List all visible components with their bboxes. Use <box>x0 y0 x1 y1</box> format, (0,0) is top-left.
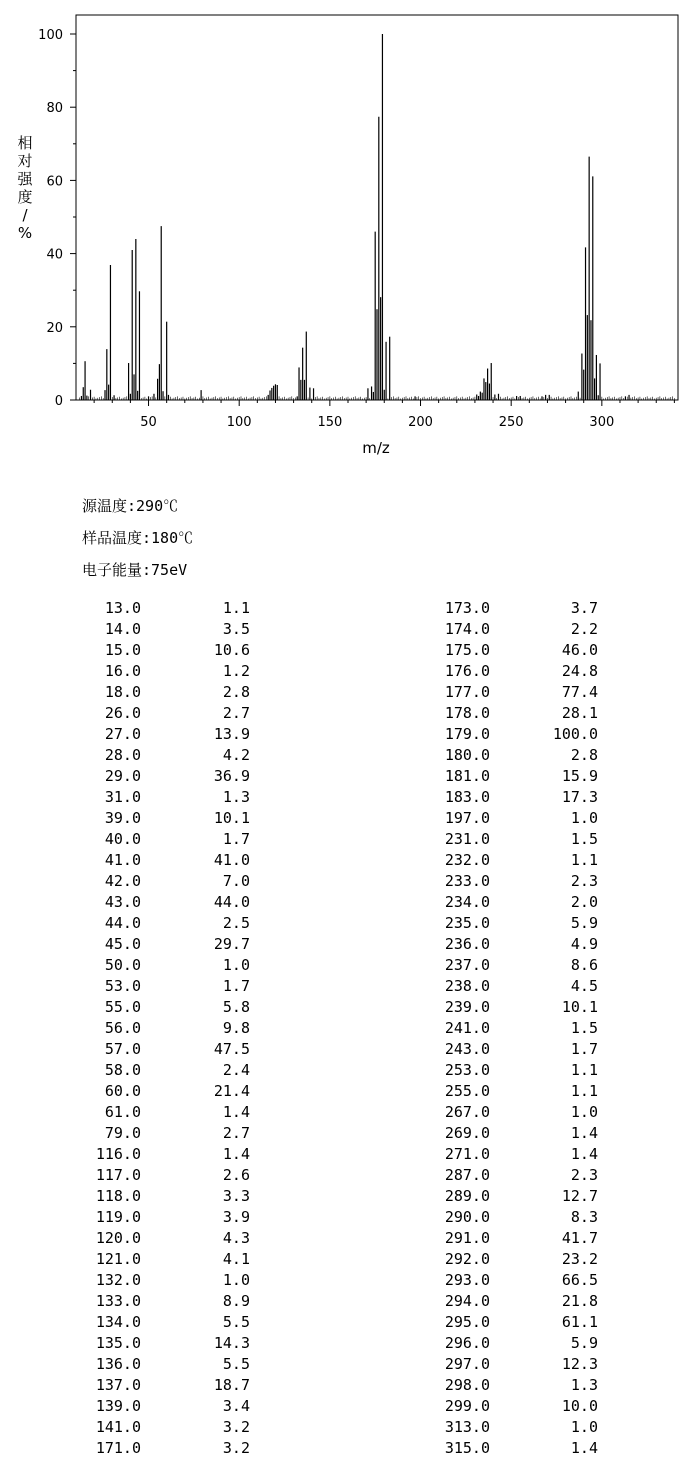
mz-value: 61.0 <box>104 1103 141 1121</box>
table-row <box>0 871 260 892</box>
table-row <box>348 1123 608 1144</box>
peak-table-right <box>348 598 608 1459</box>
mz-value: 117.0 <box>95 1166 141 1184</box>
abundance-value: 3.2 <box>222 1439 250 1457</box>
table-row <box>348 661 608 682</box>
electron-energy: 电子能量:75eV <box>82 561 188 579</box>
mz-value: 313.0 <box>444 1418 490 1436</box>
mz-value: 296.0 <box>444 1334 490 1352</box>
abundance-value: 2.0 <box>570 893 598 911</box>
x-tick-label: 300 <box>589 415 615 430</box>
abundance-value: 5.9 <box>570 914 598 932</box>
table-row <box>0 766 260 787</box>
mz-value: 232.0 <box>444 851 490 869</box>
abundance-value: 21.4 <box>213 1082 250 1100</box>
mz-value: 271.0 <box>444 1145 490 1163</box>
mz-value: 119.0 <box>95 1208 141 1226</box>
abundance-value: 9.8 <box>222 1019 250 1037</box>
table-row <box>348 1396 608 1417</box>
mz-value: 181.0 <box>444 767 490 785</box>
mz-value: 134.0 <box>95 1313 141 1331</box>
y-axis <box>38 28 76 409</box>
table-row <box>0 829 260 850</box>
mz-value: 55.0 <box>104 998 141 1016</box>
mz-value: 233.0 <box>444 872 490 890</box>
source-temperature: 源温度:290℃ <box>82 497 179 515</box>
mz-value: 135.0 <box>95 1334 141 1352</box>
abundance-value: 1.7 <box>222 830 250 848</box>
mz-value: 235.0 <box>444 914 490 932</box>
mass-spectrum-chart <box>0 0 687 470</box>
abundance-value: 3.4 <box>222 1397 250 1415</box>
abundance-value: 21.8 <box>561 1292 598 1310</box>
mz-value: 180.0 <box>444 746 490 764</box>
table-row <box>0 682 260 703</box>
abundance-value: 5.5 <box>222 1313 250 1331</box>
abundance-value: 77.4 <box>561 683 598 701</box>
x-tick-label: 100 <box>226 415 252 430</box>
mz-value: 28.0 <box>104 746 141 764</box>
mz-value: 236.0 <box>444 935 490 953</box>
mz-value: 267.0 <box>444 1103 490 1121</box>
table-row <box>0 934 260 955</box>
mz-value: 178.0 <box>444 704 490 722</box>
abundance-value: 61.1 <box>561 1313 598 1331</box>
abundance-value: 10.0 <box>561 1397 598 1415</box>
mz-value: 238.0 <box>444 977 490 995</box>
mz-value: 231.0 <box>444 830 490 848</box>
table-row <box>348 850 608 871</box>
table-row <box>0 976 260 997</box>
table-row <box>0 892 260 913</box>
table-row <box>0 1186 260 1207</box>
abundance-value: 29.7 <box>213 935 250 953</box>
abundance-value: 5.5 <box>222 1355 250 1373</box>
abundance-value: 2.2 <box>570 620 598 638</box>
mz-value: 13.0 <box>104 599 141 617</box>
table-row <box>348 1312 608 1333</box>
table-row <box>0 850 260 871</box>
mz-value: 243.0 <box>444 1040 490 1058</box>
abundance-value: 8.9 <box>222 1292 250 1310</box>
mz-value: 139.0 <box>95 1397 141 1415</box>
table-row <box>0 1291 260 1312</box>
table-row <box>348 619 608 640</box>
mz-value: 234.0 <box>444 893 490 911</box>
abundance-value: 28.1 <box>561 704 598 722</box>
mz-value: 29.0 <box>104 767 141 785</box>
table-row <box>348 913 608 934</box>
mz-value: 291.0 <box>444 1229 490 1247</box>
table-row <box>348 997 608 1018</box>
mz-value: 173.0 <box>444 599 490 617</box>
abundance-value: 36.9 <box>213 767 250 785</box>
abundance-value: 10.1 <box>213 809 250 827</box>
abundance-value: 1.3 <box>570 1376 598 1394</box>
mz-value: 289.0 <box>444 1187 490 1205</box>
x-axis <box>94 400 674 430</box>
table-row <box>0 703 260 724</box>
table-row <box>0 724 260 745</box>
table-row <box>348 1018 608 1039</box>
table-row <box>0 787 260 808</box>
mz-value: 299.0 <box>444 1397 490 1415</box>
table-row <box>348 1186 608 1207</box>
mz-value: 176.0 <box>444 662 490 680</box>
table-row <box>348 1417 608 1438</box>
table-row <box>0 640 260 661</box>
mz-value: 79.0 <box>104 1124 141 1142</box>
abundance-value: 10.1 <box>561 998 598 1016</box>
mz-value: 116.0 <box>95 1145 141 1163</box>
table-row <box>348 724 608 745</box>
x-tick-label: 50 <box>140 415 157 430</box>
table-row <box>0 1375 260 1396</box>
table-row <box>348 955 608 976</box>
table-row <box>0 1081 260 1102</box>
mz-value: 50.0 <box>104 956 141 974</box>
table-row <box>348 682 608 703</box>
abundance-value: 1.4 <box>570 1124 598 1142</box>
table-row <box>0 1354 260 1375</box>
abundance-value: 1.4 <box>570 1145 598 1163</box>
mz-value: 237.0 <box>444 956 490 974</box>
table-row <box>348 745 608 766</box>
table-row <box>348 1081 608 1102</box>
mz-value: 132.0 <box>95 1271 141 1289</box>
abundance-value: 100.0 <box>552 725 598 743</box>
abundance-value: 2.7 <box>222 704 250 722</box>
abundance-value: 1.4 <box>222 1103 250 1121</box>
abundance-value: 23.2 <box>561 1250 598 1268</box>
abundance-value: 2.3 <box>570 872 598 890</box>
table-row <box>0 1333 260 1354</box>
mz-value: 287.0 <box>444 1166 490 1184</box>
mz-value: 292.0 <box>444 1250 490 1268</box>
mz-value: 39.0 <box>104 809 141 827</box>
table-row <box>0 1123 260 1144</box>
mz-value: 253.0 <box>444 1061 490 1079</box>
table-row <box>348 808 608 829</box>
mz-value: 137.0 <box>95 1376 141 1394</box>
table-row <box>0 1438 260 1459</box>
table-row <box>348 598 608 619</box>
abundance-value: 7.0 <box>222 872 250 890</box>
mz-value: 53.0 <box>104 977 141 995</box>
y-tick-label: 60 <box>46 174 63 190</box>
mz-value: 315.0 <box>444 1439 490 1457</box>
abundance-value: 1.4 <box>570 1439 598 1457</box>
y-tick-label: 100 <box>38 28 63 43</box>
abundance-value: 12.3 <box>561 1355 598 1373</box>
abundance-value: 4.1 <box>222 1250 250 1268</box>
abundance-value: 3.7 <box>570 599 598 617</box>
abundance-value: 1.1 <box>570 1082 598 1100</box>
abundance-value: 4.9 <box>570 935 598 953</box>
mz-value: 136.0 <box>95 1355 141 1373</box>
abundance-value: 1.2 <box>222 662 250 680</box>
abundance-value: 3.3 <box>222 1187 250 1205</box>
table-row <box>0 1312 260 1333</box>
table-row <box>0 619 260 640</box>
x-tick-label: 200 <box>408 415 433 430</box>
abundance-value: 1.0 <box>222 1271 250 1289</box>
mz-value: 18.0 <box>104 683 141 701</box>
table-row <box>348 1102 608 1123</box>
abundance-value: 13.9 <box>213 725 250 743</box>
table-row <box>0 1060 260 1081</box>
mz-value: 45.0 <box>104 935 141 953</box>
y-tick-label: 20 <box>46 320 63 336</box>
abundance-value: 1.5 <box>570 830 598 848</box>
mz-value: 183.0 <box>444 788 490 806</box>
table-row <box>348 640 608 661</box>
abundance-value: 5.9 <box>570 1334 598 1352</box>
table-row <box>348 871 608 892</box>
table-row <box>348 1438 608 1459</box>
table-row <box>348 1144 608 1165</box>
mz-value: 175.0 <box>444 641 490 659</box>
abundance-value: 2.3 <box>570 1166 598 1184</box>
abundance-value: 66.5 <box>561 1271 598 1289</box>
abundance-value: 3.5 <box>222 620 250 638</box>
table-row <box>0 955 260 976</box>
abundance-value: 1.0 <box>570 809 598 827</box>
mz-value: 44.0 <box>104 914 141 932</box>
y-label-char: 度 <box>17 188 33 206</box>
table-row <box>0 808 260 829</box>
mz-value: 41.0 <box>104 851 141 869</box>
abundance-value: 8.3 <box>570 1208 598 1226</box>
table-row <box>0 1207 260 1228</box>
table-row <box>0 1270 260 1291</box>
abundance-value: 18.7 <box>213 1376 250 1394</box>
mz-value: 60.0 <box>104 1082 141 1100</box>
x-tick-label: 250 <box>498 415 524 430</box>
mz-value: 295.0 <box>444 1313 490 1331</box>
table-row <box>348 934 608 955</box>
table-row <box>348 787 608 808</box>
table-row <box>348 1249 608 1270</box>
abundance-value: 12.7 <box>561 1187 598 1205</box>
mz-value: 241.0 <box>444 1019 490 1037</box>
table-row <box>0 598 260 619</box>
table-row <box>0 745 260 766</box>
abundance-value: 1.0 <box>570 1418 598 1436</box>
table-row <box>0 1102 260 1123</box>
abundance-value: 47.5 <box>213 1040 250 1058</box>
table-row <box>0 1144 260 1165</box>
mz-value: 174.0 <box>444 620 490 638</box>
table-row <box>348 1207 608 1228</box>
peak-table-left <box>0 598 260 1459</box>
mz-value: 40.0 <box>104 830 141 848</box>
mz-value: 42.0 <box>104 872 141 890</box>
mz-value: 31.0 <box>104 788 141 806</box>
table-row <box>348 1039 608 1060</box>
abundance-value: 2.5 <box>222 914 250 932</box>
table-row <box>348 892 608 913</box>
table-row <box>348 766 608 787</box>
mz-value: 43.0 <box>104 893 141 911</box>
table-row <box>348 1333 608 1354</box>
abundance-value: 1.0 <box>570 1103 598 1121</box>
abundance-value: 3.2 <box>222 1418 250 1436</box>
abundance-value: 1.7 <box>222 977 250 995</box>
abundance-value: 2.8 <box>222 683 250 701</box>
table-row <box>0 1417 260 1438</box>
table-row <box>348 1165 608 1186</box>
mz-value: 14.0 <box>104 620 141 638</box>
peak-bars <box>81 34 629 400</box>
y-label-char: 强 <box>17 170 33 188</box>
abundance-value: 14.3 <box>213 1334 250 1352</box>
abundance-value: 1.1 <box>222 599 250 617</box>
abundance-value: 2.8 <box>570 746 598 764</box>
table-row <box>348 1060 608 1081</box>
table-row <box>348 1228 608 1249</box>
abundance-value: 3.9 <box>222 1208 250 1226</box>
mz-value: 16.0 <box>104 662 141 680</box>
x-axis-label: m/z <box>362 439 390 457</box>
mz-value: 294.0 <box>444 1292 490 1310</box>
table-row <box>348 1270 608 1291</box>
abundance-value: 41.7 <box>561 1229 598 1247</box>
abundance-value: 4.2 <box>222 746 250 764</box>
abundance-value: 4.3 <box>222 1229 250 1247</box>
mz-value: 255.0 <box>444 1082 490 1100</box>
mz-value: 177.0 <box>444 683 490 701</box>
table-row <box>348 976 608 997</box>
y-tick-label: 0 <box>54 394 63 409</box>
table-row <box>348 1375 608 1396</box>
y-label-char: % <box>17 224 33 242</box>
y-label-char: 对 <box>17 152 33 170</box>
table-row <box>0 1249 260 1270</box>
mz-value: 56.0 <box>104 1019 141 1037</box>
table-row <box>0 661 260 682</box>
abundance-value: 1.3 <box>222 788 250 806</box>
mz-value: 120.0 <box>95 1229 141 1247</box>
mz-value: 26.0 <box>104 704 141 722</box>
x-tick-label: 150 <box>317 415 343 430</box>
mz-value: 298.0 <box>444 1376 490 1394</box>
abundance-value: 1.4 <box>222 1145 250 1163</box>
table-row <box>0 913 260 934</box>
table-row <box>0 1396 260 1417</box>
table-row <box>348 703 608 724</box>
y-tick-label: 40 <box>46 247 63 263</box>
abundance-value: 41.0 <box>213 851 250 869</box>
mz-value: 269.0 <box>444 1124 490 1142</box>
table-row <box>0 1165 260 1186</box>
mz-value: 179.0 <box>444 725 490 743</box>
table-row <box>348 1354 608 1375</box>
y-label-char: 相 <box>17 134 33 152</box>
mz-value: 290.0 <box>444 1208 490 1226</box>
mz-value: 118.0 <box>95 1187 141 1205</box>
abundance-value: 4.5 <box>570 977 598 995</box>
abundance-value: 8.6 <box>570 956 598 974</box>
table-row <box>0 1018 260 1039</box>
table-row <box>348 1291 608 1312</box>
table-row <box>0 997 260 1018</box>
abundance-value: 1.1 <box>570 1061 598 1079</box>
mz-value: 15.0 <box>104 641 141 659</box>
abundance-value: 1.0 <box>222 956 250 974</box>
abundance-value: 10.6 <box>213 641 250 659</box>
abundance-value: 1.5 <box>570 1019 598 1037</box>
mz-value: 171.0 <box>95 1439 141 1457</box>
abundance-value: 24.8 <box>561 662 598 680</box>
table-row <box>348 829 608 850</box>
abundance-value: 17.3 <box>561 788 598 806</box>
y-axis-label <box>17 134 33 242</box>
abundance-value: 5.8 <box>222 998 250 1016</box>
mz-value: 239.0 <box>444 998 490 1016</box>
y-tick-label: 80 <box>46 101 63 117</box>
y-label-char: / <box>22 206 28 224</box>
table-row <box>0 1039 260 1060</box>
mz-value: 58.0 <box>104 1061 141 1079</box>
mz-value: 197.0 <box>444 809 490 827</box>
mz-value: 141.0 <box>95 1418 141 1436</box>
mz-value: 133.0 <box>95 1292 141 1310</box>
mz-value: 121.0 <box>95 1250 141 1268</box>
abundance-value: 2.7 <box>222 1124 250 1142</box>
mz-value: 57.0 <box>104 1040 141 1058</box>
table-row <box>0 1228 260 1249</box>
abundance-value: 2.6 <box>222 1166 250 1184</box>
abundance-value: 1.7 <box>570 1040 598 1058</box>
abundance-value: 15.9 <box>561 767 598 785</box>
abundance-value: 1.1 <box>570 851 598 869</box>
abundance-value: 46.0 <box>561 641 598 659</box>
abundance-value: 44.0 <box>213 893 250 911</box>
abundance-value: 2.4 <box>222 1061 250 1079</box>
mz-value: 293.0 <box>444 1271 490 1289</box>
mz-value: 297.0 <box>444 1355 490 1373</box>
sample-temperature: 样品温度:180℃ <box>82 529 194 547</box>
mz-value: 27.0 <box>104 725 141 743</box>
